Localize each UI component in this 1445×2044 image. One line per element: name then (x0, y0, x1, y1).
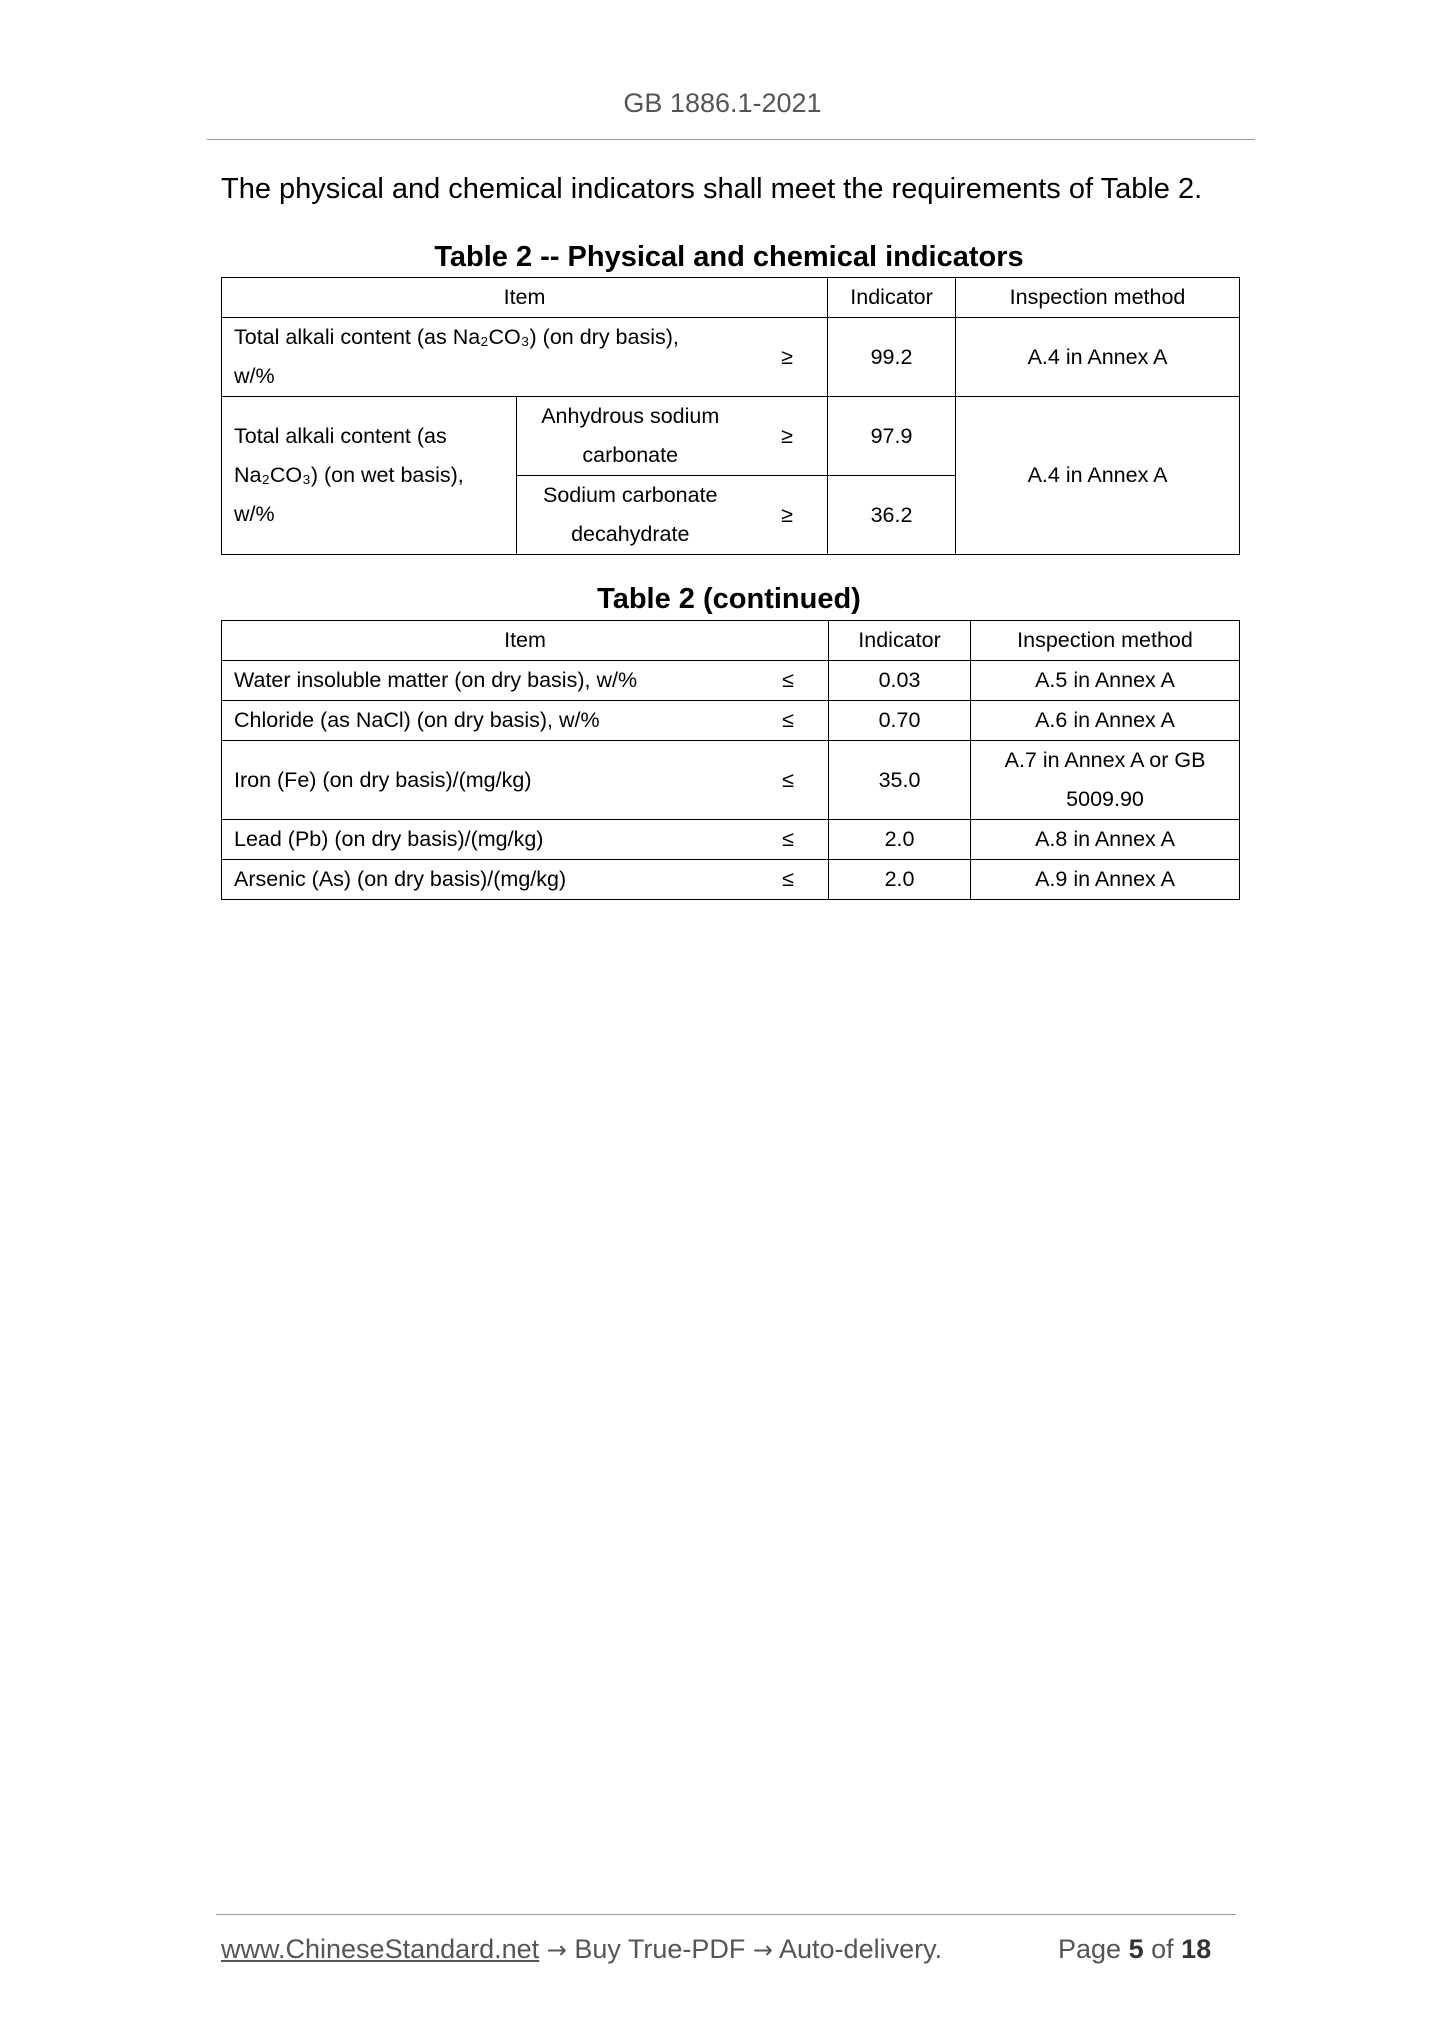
comparison-sign: ≤ (745, 661, 829, 701)
table-header-row (222, 278, 1240, 318)
table-header-row (222, 621, 1240, 661)
header-method: Inspection method (956, 278, 1240, 318)
item-text: w/% (234, 364, 275, 388)
document-code-header: GB 1886.1-2021 (623, 88, 822, 118)
header-item: Item (222, 278, 828, 318)
buy-text: Buy True-PDF (574, 1934, 746, 1964)
delivery-text: Auto-delivery. (779, 1934, 943, 1964)
comparison-sign: ≤ (745, 741, 829, 820)
indicator-value: 99.2 (828, 318, 956, 397)
item-text: Total alkali content (as (234, 424, 447, 448)
table2-caption: Table 2 -- Physical and chemical indicators (434, 241, 1024, 273)
comparison-sign: ≥ (744, 397, 828, 476)
sub-item-text: carbonate (582, 443, 679, 467)
method-cell: A.6 in Annex A (971, 701, 1240, 741)
method-cell: A.8 in Annex A (971, 820, 1240, 860)
comparison-sign: ≥ (744, 476, 828, 555)
indicator-value: 36.2 (828, 476, 956, 555)
sub-item-text: Sodium carbonate (543, 483, 718, 507)
item-cell: Arsenic (As) (on dry basis)/(mg/kg) (222, 860, 745, 900)
table2-continued (221, 620, 1240, 900)
comparison-sign: ≥ (744, 318, 828, 397)
method-cell (971, 741, 1240, 820)
page-label: Page (1058, 1934, 1122, 1964)
header-indicator: Indicator (828, 278, 956, 318)
header-indicator: Indicator (829, 621, 971, 661)
item-text: Total alkali content (as Na₂CO₃) (on dry basis), (234, 325, 679, 349)
website-link[interactable]: www.ChineseStandard.net (221, 1934, 540, 1964)
table2-continued-caption: Table 2 (continued) (597, 583, 861, 615)
of-label: of (1151, 1934, 1174, 1964)
item-cell: Water insoluble matter (on dry basis), w/% (222, 661, 745, 701)
footer (221, 1934, 942, 1965)
page-total: 18 (1181, 1934, 1212, 1964)
item-cell (222, 397, 517, 555)
indicator-value: 0.70 (829, 701, 971, 741)
indicator-value: 2.0 (829, 820, 971, 860)
indicator-value: 0.03 (829, 661, 971, 701)
table-row (222, 860, 1240, 900)
method-text: A.7 in Annex A or GB (1004, 748, 1206, 772)
method-cell: A.4 in Annex A (956, 397, 1240, 555)
intro-paragraph: The physical and chemical indicators shall meet the requirements of Table 2. (221, 173, 1203, 205)
indicator-value: 35.0 (829, 741, 971, 820)
item-cell: Lead (Pb) (on dry basis)/(mg/kg) (222, 820, 745, 860)
sub-item-text: decahydrate (571, 522, 690, 546)
item-text: Na₂CO₃) (on wet basis), (234, 463, 464, 487)
method-text: 5009.90 (1066, 787, 1144, 811)
item-text: w/% (234, 502, 275, 526)
method-cell: A.4 in Annex A (956, 318, 1240, 397)
footer-divider (216, 1914, 1236, 1915)
header-divider (207, 139, 1255, 140)
table-row (222, 397, 1240, 476)
table-row (222, 741, 1240, 820)
sub-item-cell (517, 476, 744, 555)
page-indicator (1058, 1934, 1211, 1965)
table-row (222, 701, 1240, 741)
indicator-value: 97.9 (828, 397, 956, 476)
header-method: Inspection method (971, 621, 1240, 661)
table-row (222, 318, 1240, 397)
method-cell: A.9 in Annex A (971, 860, 1240, 900)
comparison-sign: ≤ (745, 820, 829, 860)
comparison-sign: ≤ (745, 860, 829, 900)
method-cell: A.5 in Annex A (971, 661, 1240, 701)
comparison-sign: ≤ (745, 701, 829, 741)
table2 (221, 277, 1240, 555)
arrow-right-icon: → (546, 1936, 567, 1964)
item-cell (222, 318, 744, 397)
arrow-right-icon: → (752, 1936, 773, 1964)
item-cell: Chloride (as NaCl) (on dry basis), w/% (222, 701, 745, 741)
header-item: Item (222, 621, 829, 661)
table-row (222, 820, 1240, 860)
indicator-value: 2.0 (829, 860, 971, 900)
table-row (222, 661, 1240, 701)
sub-item-cell (517, 397, 744, 476)
page-number: 5 (1128, 1934, 1144, 1964)
sub-item-text: Anhydrous sodium (541, 404, 720, 428)
item-cell: Iron (Fe) (on dry basis)/(mg/kg) (222, 741, 745, 820)
